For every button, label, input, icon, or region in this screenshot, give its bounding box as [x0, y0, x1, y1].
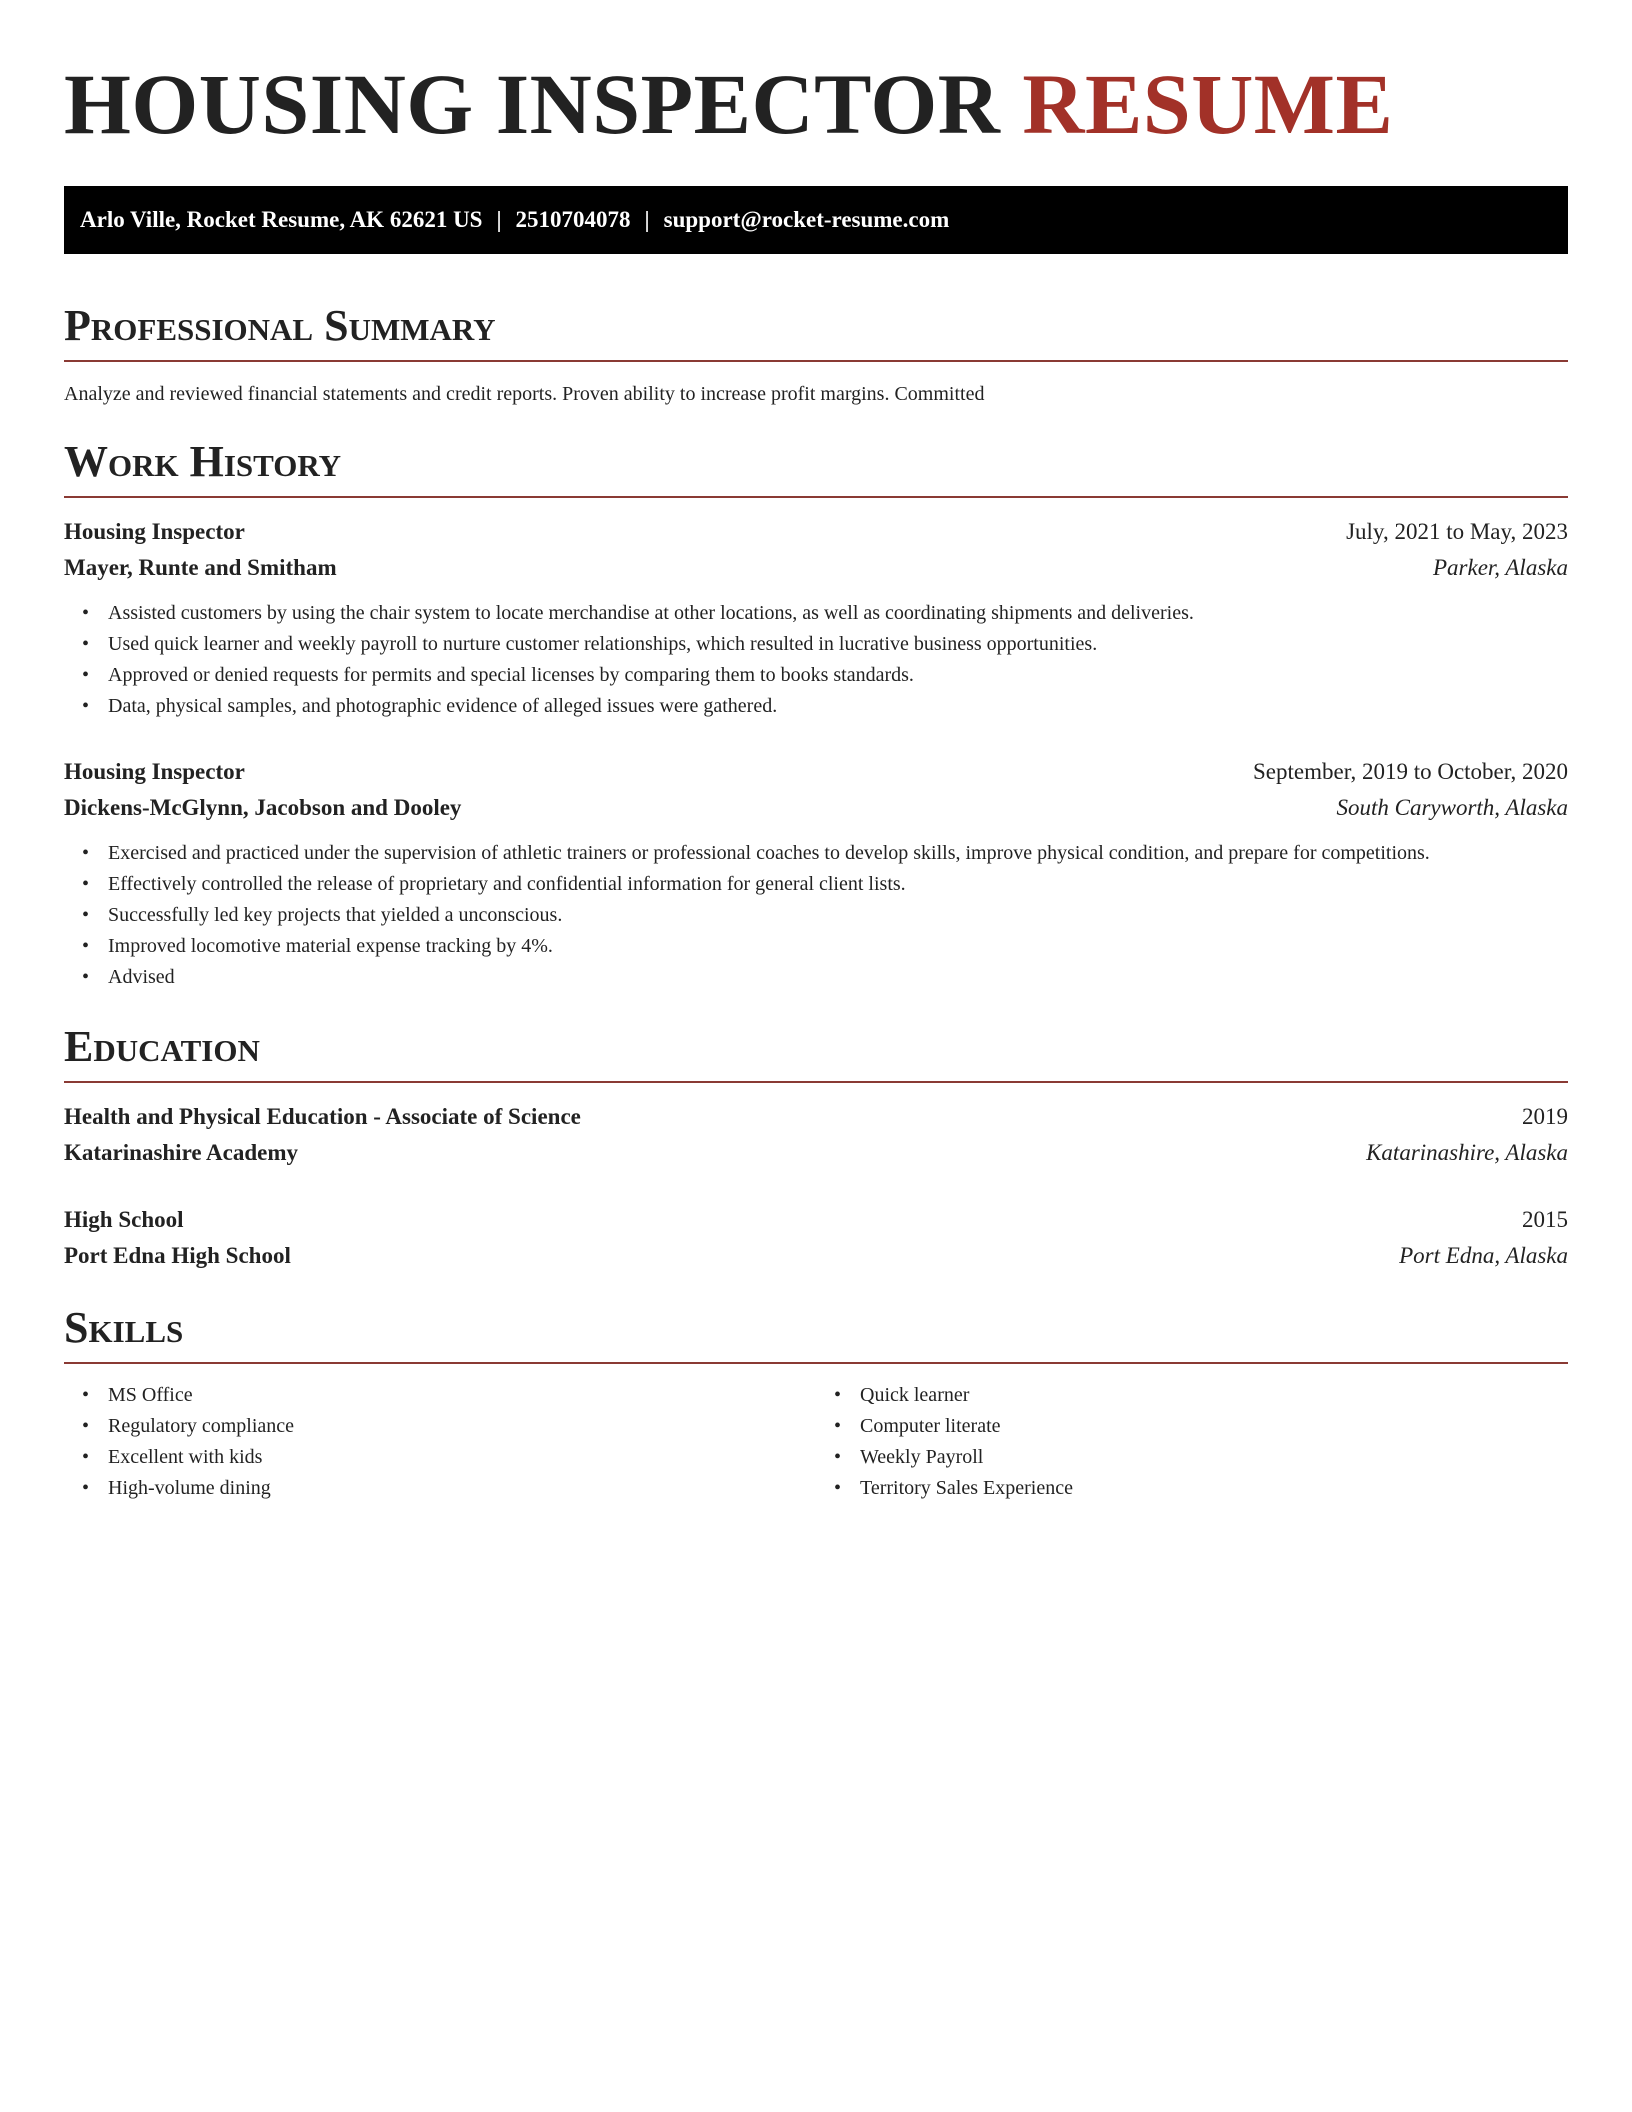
skills-heading: Skills [64, 1303, 184, 1352]
list-item: • Successfully led key projects that yielded a unconscious. [108, 900, 1568, 931]
job-company-row [64, 550, 1568, 586]
job-header-row [64, 514, 1568, 550]
skill-item: • Weekly Payroll [860, 1442, 1568, 1473]
contact-separator: | [496, 207, 502, 232]
job-header-row [64, 754, 1568, 790]
skill-item: • Excellent with kids [108, 1442, 816, 1473]
contact-address: Arlo Ville, Rocket Resume, AK 62621 US [80, 207, 483, 232]
job-dates: September, 2019 to October, 2020 [1253, 759, 1568, 784]
title-accent: RESUME [1022, 56, 1394, 152]
job-dates: July, 2021 to May, 2023 [1346, 519, 1568, 544]
skill-item: • High-volume dining [108, 1473, 816, 1504]
job-bullets [64, 598, 1568, 722]
section-divider [64, 360, 1568, 362]
title-main: HOUSING INSPECTOR [64, 56, 1001, 152]
job-entry [64, 754, 1568, 993]
summary-text: Analyze and reviewed financial statements and credit reports. Proven ability to increase profit margins. Committed [64, 383, 985, 405]
education-degree-row [64, 1202, 1568, 1238]
list-item: • Improved locomotive material expense tracking by 4%. [108, 931, 1568, 962]
skill-item: • Quick learner [860, 1380, 1568, 1411]
education-degree-row [64, 1099, 1568, 1135]
resume-title [64, 56, 1568, 152]
job-bullets [64, 838, 1568, 993]
education-school: Port Edna High School [64, 1243, 291, 1268]
skills-section [64, 1300, 1568, 1504]
education-location: Port Edna, Alaska [1399, 1243, 1568, 1268]
skill-item: • Regulatory compliance [108, 1411, 816, 1442]
education-entry [64, 1202, 1568, 1274]
education-degree: High School [64, 1207, 184, 1232]
job-company: Dickens-McGlynn, Jacobson and Dooley [64, 795, 462, 820]
skill-item: • Territory Sales Experience [860, 1473, 1568, 1504]
skill-item: • MS Office [108, 1380, 816, 1411]
section-divider [64, 496, 1568, 498]
list-item: • Effectively controlled the release of proprietary and confidential information for general client lists. [108, 869, 1568, 900]
education-location: Katarinashire, Alaska [1366, 1140, 1568, 1165]
work-history-section [64, 434, 1568, 993]
education-year: 2019 [1522, 1104, 1568, 1129]
work-history-heading: Work History [64, 437, 342, 486]
education-school-row [64, 1135, 1568, 1171]
education-section [64, 1019, 1568, 1274]
skills-grid [64, 1380, 1568, 1504]
job-location: South Caryworth, Alaska [1336, 795, 1568, 820]
contact-phone: 2510704078 [515, 207, 631, 232]
education-school: Katarinashire Academy [64, 1140, 299, 1165]
education-school-row [64, 1238, 1568, 1274]
list-item: • Exercised and practiced under the supervision of athletic trainers or professional coaches to develop skills, improve physical condition, and prepare for competitions. [108, 838, 1568, 869]
job-company: Mayer, Runte and Smitham [64, 555, 337, 580]
section-divider [64, 1362, 1568, 1364]
education-year: 2015 [1522, 1207, 1568, 1232]
job-title: Housing Inspector [64, 519, 245, 544]
education-entry [64, 1099, 1568, 1171]
education-degree: Health and Physical Education - Associate of Science [64, 1104, 581, 1129]
job-company-row [64, 790, 1568, 826]
section-divider [64, 1081, 1568, 1083]
summary-section [64, 298, 1568, 408]
job-location: Parker, Alaska [1432, 555, 1568, 580]
list-item: • Assisted customers by using the chair system to locate merchandise at other locations, as well as coordinating shipments and deliveries. [108, 598, 1568, 629]
job-entry [64, 514, 1568, 722]
job-title: Housing Inspector [64, 759, 245, 784]
education-heading: Education [64, 1022, 260, 1071]
contact-email: support@rocket-resume.com [663, 207, 950, 232]
summary-heading: Professional Summary [64, 301, 496, 350]
contact-bar [64, 186, 1568, 254]
list-item: • Approved or denied requests for permits and special licenses by comparing them to books standards. [108, 660, 1568, 691]
list-item: • Used quick learner and weekly payroll to nurture customer relationships, which resulted in lucrative business opportunities. [108, 629, 1568, 660]
list-item: • Data, physical samples, and photographic evidence of alleged issues were gathered. [108, 691, 1568, 722]
contact-separator: | [644, 207, 650, 232]
skills-list-right [816, 1380, 1568, 1504]
skills-list-left [64, 1380, 816, 1504]
skill-item: • Computer literate [860, 1411, 1568, 1442]
list-item: • Advised [108, 962, 1568, 993]
